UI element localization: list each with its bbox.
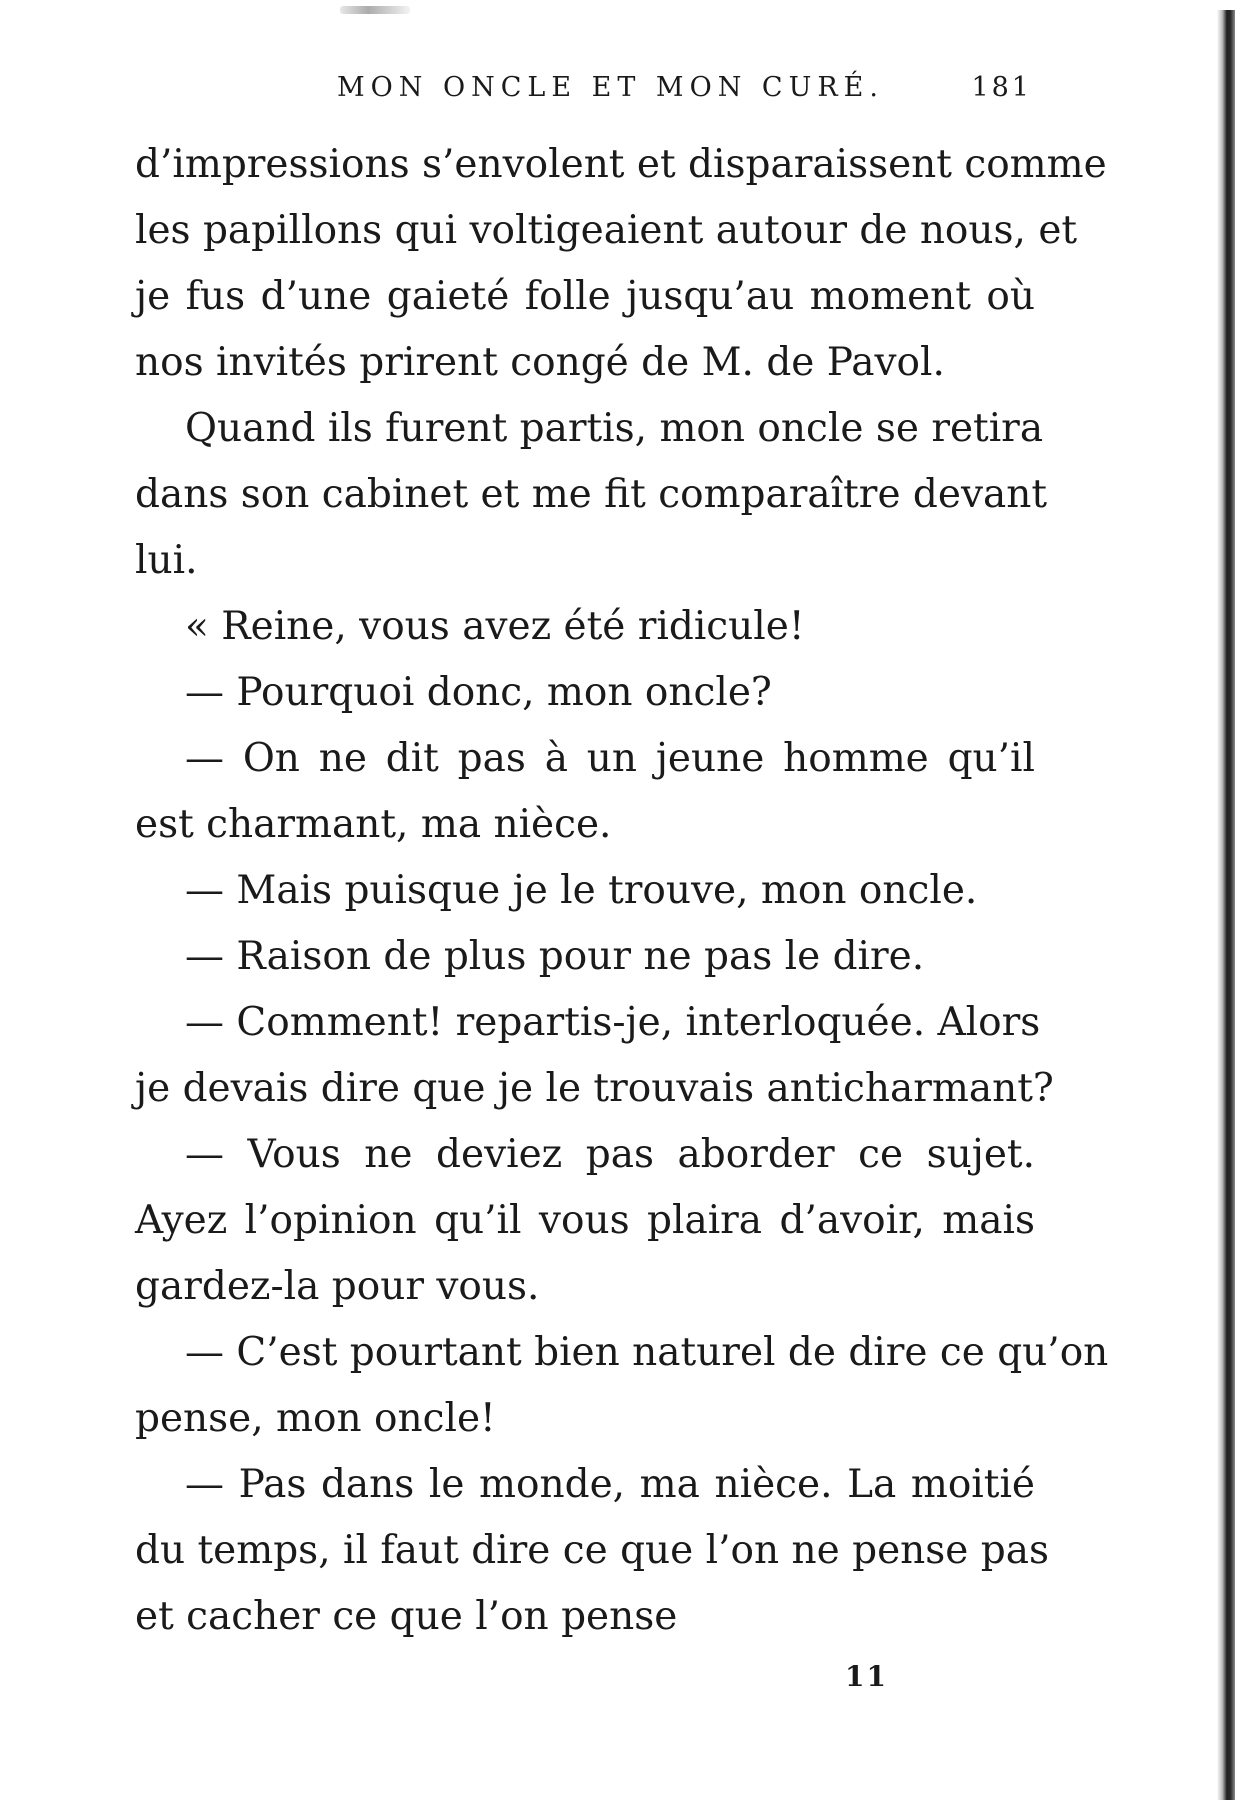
signature-mark: 11	[845, 1660, 888, 1693]
running-header	[132, 72, 1032, 112]
text-line: je devais dire que je le trouvais anticharmant?	[135, 1066, 1054, 1111]
text-line: — Comment! repartis-je, interloquée. Alors	[185, 1000, 1041, 1045]
text-line: — C’est pourtant bien naturel de dire ce qu’on	[185, 1330, 1109, 1375]
text-line: — Pourquoi donc, mon oncle?	[185, 670, 772, 715]
text-line: gardez-la pour vous.	[135, 1264, 540, 1309]
text-line: lui.	[135, 538, 198, 583]
text-line: — Vous ne deviez pas aborder ce sujet.	[185, 1132, 1035, 1177]
page-number: 181	[971, 72, 1032, 103]
text-line: — Pas dans le monde, ma nièce. La moitié	[185, 1462, 1035, 1507]
text-line: — On ne dit pas à un jeune homme qu’il	[185, 736, 1035, 781]
text-line: — Mais puisque je le trouve, mon oncle.	[185, 868, 978, 913]
text-line: — Raison de plus pour ne pas le dire.	[185, 934, 925, 979]
text-line: nos invités prirent congé de M. de Pavol.	[135, 340, 945, 385]
text-line: pense, mon oncle!	[135, 1396, 496, 1441]
text-line: et cacher ce que l’on pense	[135, 1594, 678, 1639]
ink-smudge	[340, 6, 410, 14]
text-line: Ayez l’opinion qu’il vous plaira d’avoir, mais	[135, 1198, 1035, 1243]
text-line: Quand ils furent partis, mon oncle se retira	[185, 406, 1044, 451]
text-line: est charmant, ma nièce.	[135, 802, 612, 847]
text-line: les papillons qui voltigeaient autour de nous, et	[135, 208, 1078, 253]
text-line: je fus d’une gaieté folle jusqu’au moment où	[135, 274, 1035, 319]
body-text	[135, 132, 1109, 1650]
text-line: d’impressions s’envolent et disparaissent comme	[135, 142, 1107, 187]
running-title: MON ONCLE ET MON CURÉ.	[337, 72, 884, 103]
text-line: dans son cabinet et me fit comparaître devant	[135, 472, 1048, 517]
text-line: du temps, il faut dire ce que l’on ne pense pas	[135, 1528, 1049, 1573]
text-line: « Reine, vous avez été ridicule!	[185, 604, 805, 649]
page-edge-shadow	[1217, 10, 1235, 1800]
